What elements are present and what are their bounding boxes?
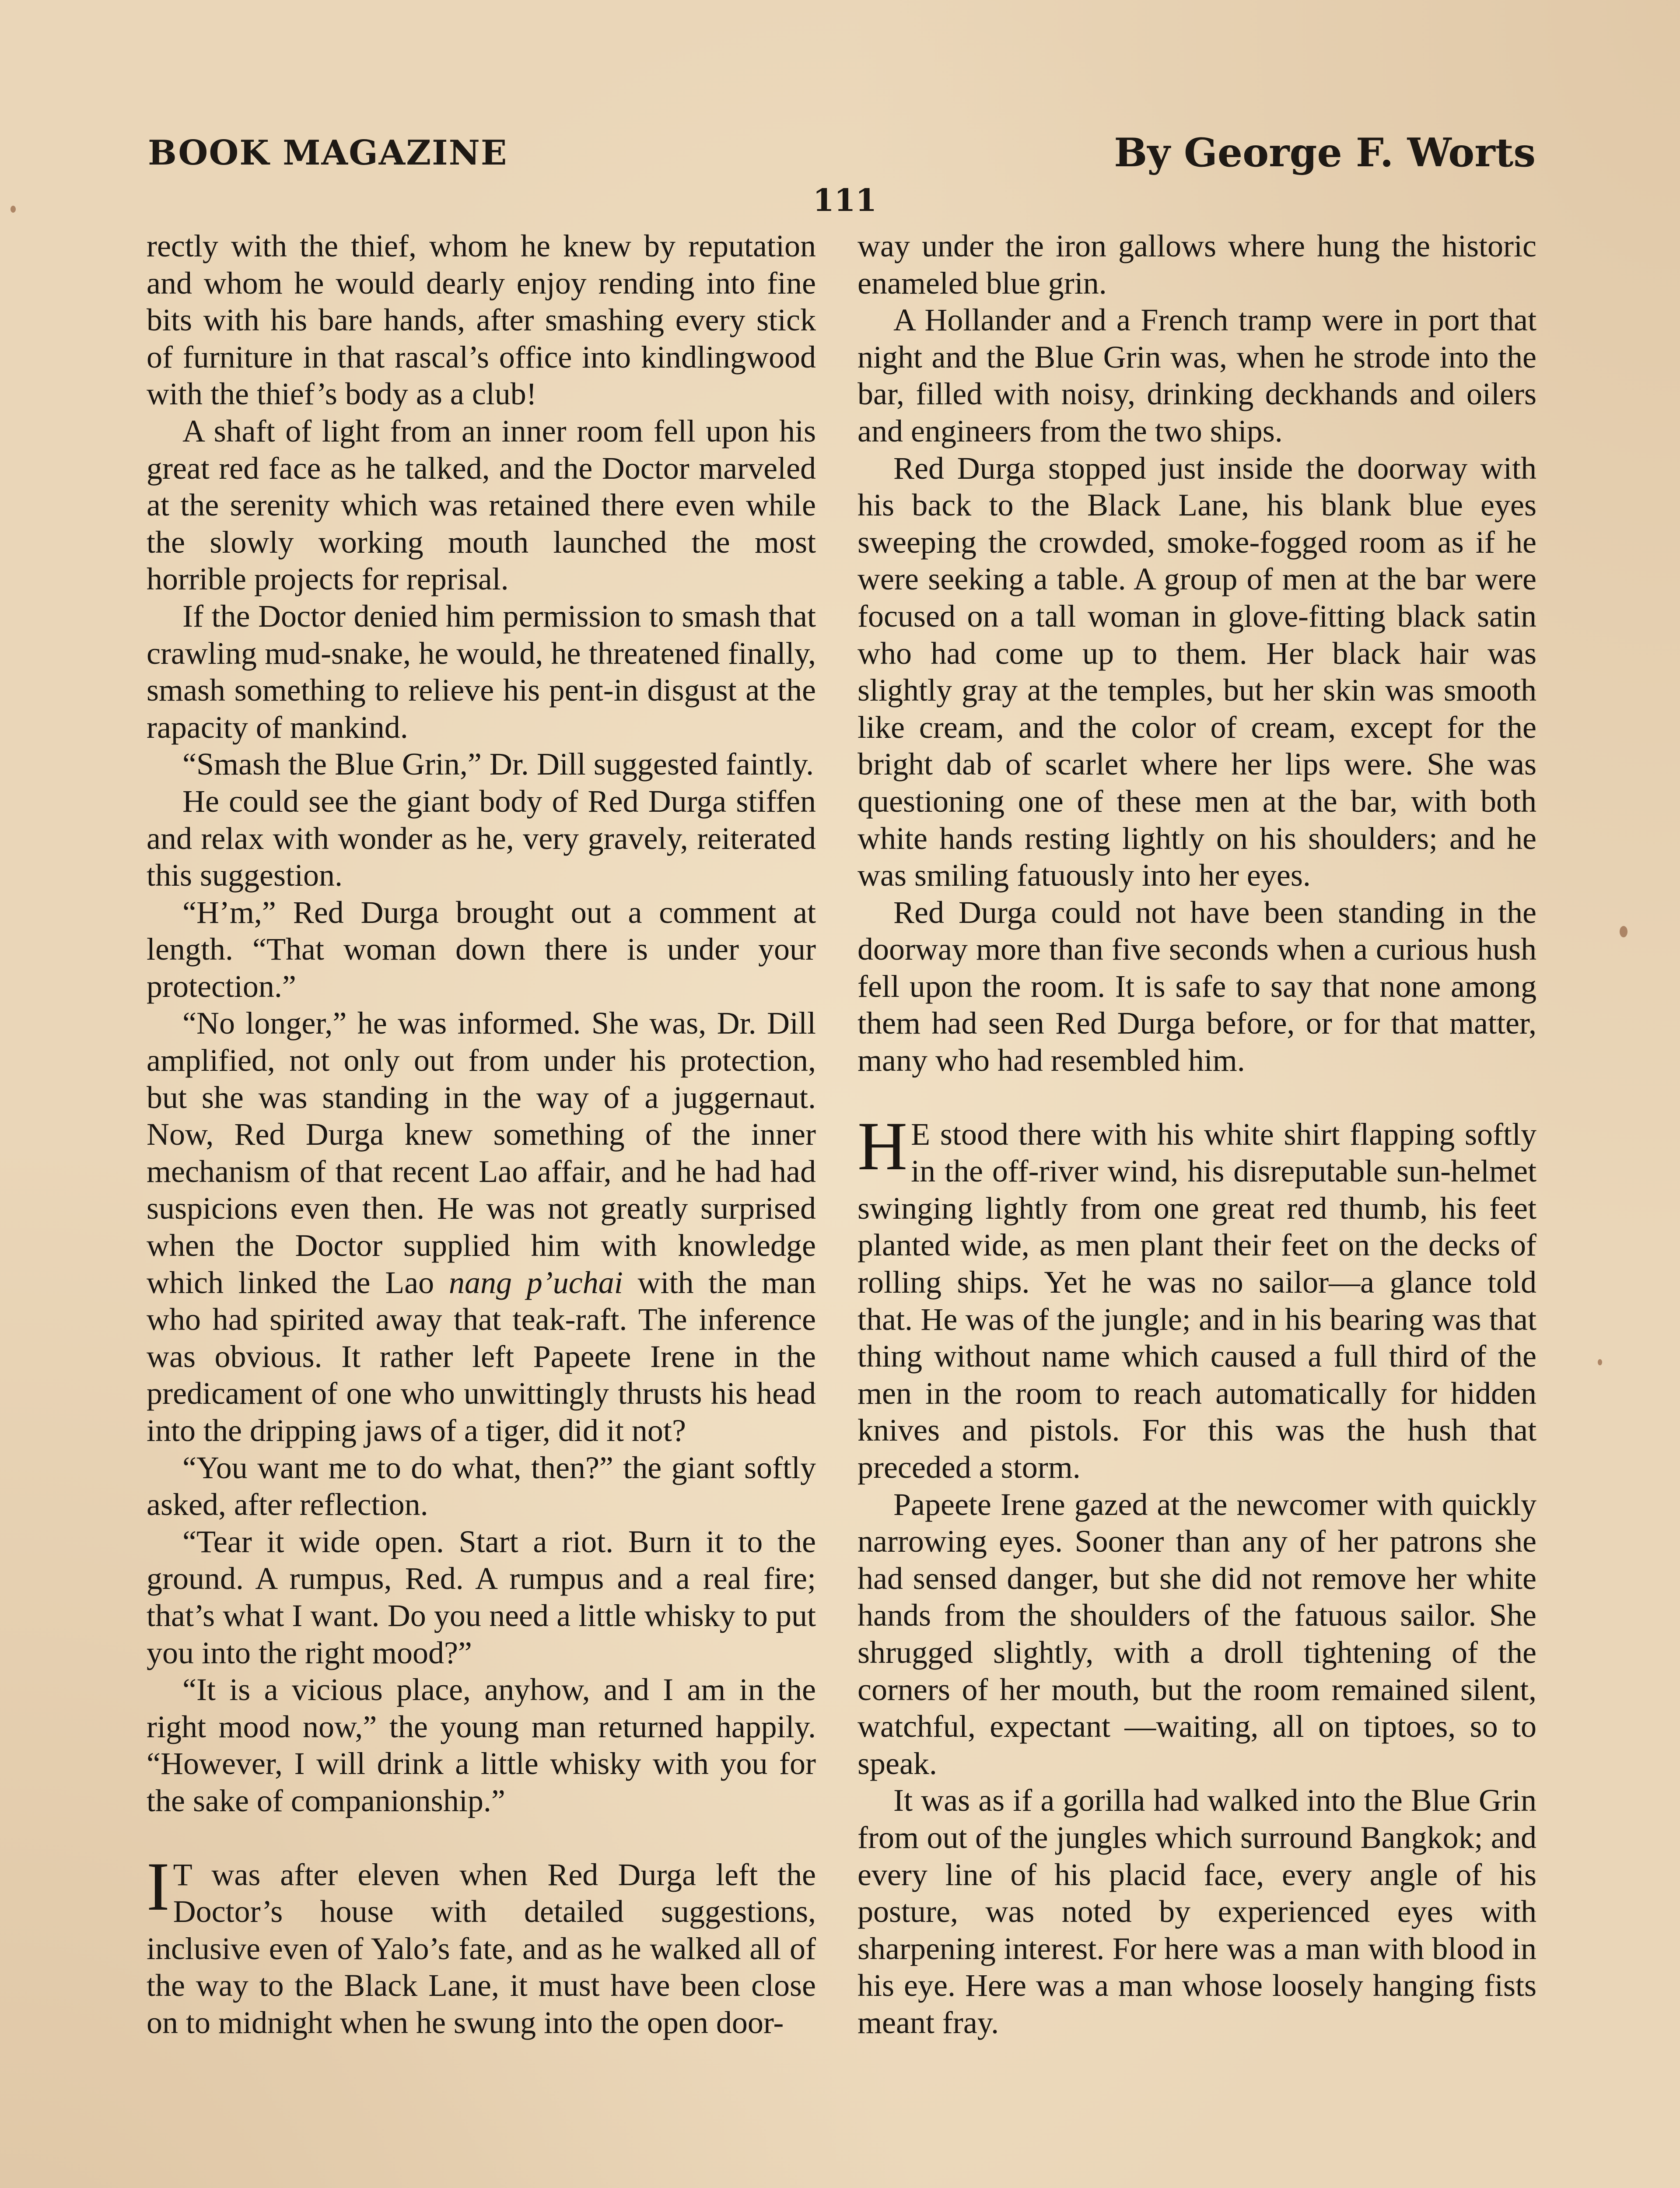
right-column [858,228,1536,2041]
magazine-title: BOOK MAGAZINE [148,133,508,173]
paper-speck [10,206,16,213]
section-opening-paragraph [858,1108,1536,1486]
paragraph: “It is a vicious place, anyhow, and I am in the right mood now,” the young man returned happily. “However, I will drink a little whisky with you for the sake of companionship.” [147,1672,816,1818]
paragraph-text: T was after eleven when Red Durga left the Doctor’s house with detailed suggestions, inclusive even of Yalo’s fate, and as he walked all of the way to the Black Lane, it must have been close on to midnight when he swung into the open door- [147,1857,816,2040]
paragraph: “H’m,” Red Durga brought out a comment at length. “That woman down there is under your protection.” [147,894,816,1004]
italic-lao-phrase: nang p’uchai [448,1265,623,1300]
paragraph: He could see the giant body of Red Durga stiffen and relax with wonder as he, very gravely, reiterated this suggestion. [147,783,816,893]
paragraph: “You want me to do what, then?” the giant softly asked, after reflection. [147,1450,816,1522]
paragraph: way under the iron gallows where hung the historic enameled blue grin. [858,228,1536,301]
paragraph: A shaft of light from an inner room fell upon his great red face as he talked, and the Doctor marveled at the serenity which was retained there even while the slowly working mouth launched the most horrible projects for reprisal. [147,413,816,597]
paragraph: A Hollander and a French tramp were in port that night and the Blue Grin was, when he strode into the bar, filled with noisy, drinking deckhands and oilers and engineers from the two ships. [858,302,1536,449]
paragraph: Papeete Irene gazed at the newcomer with quickly narrowing eyes. Sooner than any of her patrons she had sensed danger, but she did not remove her white hands from the shoulders of the fatuous sailor. She shrugged slightly, with a droll tightening of the corners of her mouth, but the room remained silent, watchful, expectant —waiting, all on tiptoes, so to speak. [858,1487,1536,1781]
paragraph-text-continued: with the man who had spirited away that teak-raft. The inference was obvious. It rather left Papeete Irene in the predicament of one who unwittingly thrusts his head into the dripping jaws of a tiger, did it not? [147,1265,816,1448]
paragraph: Red Durga stopped just inside the doorway with his back to the Black Lane, his blank blue eyes sweeping the crowded, smoke-fogged room as if he were seeking a table. A group of men at the bar were focused on a tall woman in glove-fitting black satin who had come up to them. Her black hair was slightly gray at the temples, but her skin was smooth like cream, and the color of cream, except for the bright dab of scarlet where her lips were. She was questioning one of these men at the bar, with both white hands resting lightly on his shoulders; and he was smiling fatuously into her eyes. [858,450,1536,893]
paper-speck [1620,926,1628,937]
paragraph [147,1005,816,1449]
author-byline: By George F. Worts [1114,130,1536,176]
drop-cap-letter: I [147,1848,170,1925]
paper-speck [1598,1359,1602,1365]
drop-cap-letter: H [858,1108,908,1185]
paragraph-text: E stood there with his white shirt flapping softly in the off-river wind, his disreputable sun-helmet swinging lightly from one great red thumb, his feet planted wide, as men plant their feet on the decks of rolling ships. Yet he was no sailor—a glance told that. He was of the jungle; and in his bearing was that thing without name which caused a full third of the men in the room to reach automatically for hidden knives and pistols. For this was the hush that preceded a storm. [858,1116,1536,1485]
left-column [147,228,816,2041]
paragraph-text: “No longer,” he was informed. She was, Dr. Dill amplified, not only out from under his protection, but she was standing in the way of a juggernaut. Now, Red Durga knew something of the inner mechanism of that recent Lao affair, and he had had suspicions even then. He was not greatly surprised when the Doctor supplied him with knowledge which linked the Lao [147,1006,816,1300]
paragraph: Red Durga could not have been standing in the doorway more than five seconds when a curious hush fell upon the room. It is safe to say that none among them had seen Red Durga before, or for that matter, many who had resembled him. [858,894,1536,1078]
paragraph: rectly with the thief, whom he knew by reputation and whom he would dearly enjoy rending into fine bits with his bare hands, after smashing every stick of furniture in that rascal’s office into kindlingwood with the thief’s body as a club! [147,228,816,412]
paragraph: “Tear it wide open. Start a riot. Burn it to the ground. A rumpus, Red. A rumpus and a real fire; that’s what I want. Do you need a little whisky to put you into the right mood?” [147,1524,816,1670]
paragraph: If the Doctor denied him permission to smash that crawling mud-snake, he would, he threatened finally, smash something to relieve his pent-in disgust at the rapacity of mankind. [147,598,816,745]
page-number: 111 [813,182,877,218]
section-opening-paragraph [147,1848,816,2041]
paragraph: “Smash the Blue Grin,” Dr. Dill suggested faintly. [182,747,814,782]
paragraph: It was as if a gorilla had walked into the Blue Grin from out of the jungles which surround Bangkok; and every line of his placid face, every angle of his posture, was noted by experienced eyes with sharpening interest. For here was a man with blood in his eye. Here was a man whose loosely hanging fists meant fray. [858,1783,1536,2040]
